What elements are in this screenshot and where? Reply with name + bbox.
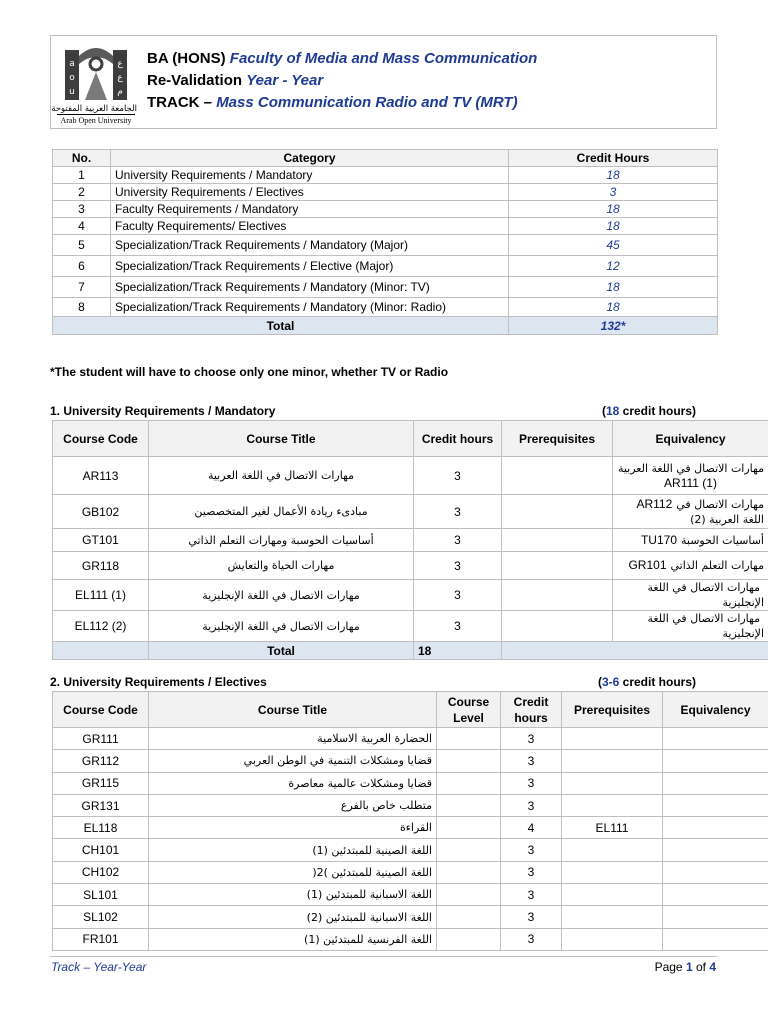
prerequisites-cell: [502, 580, 613, 611]
row-number: 7: [53, 277, 111, 298]
logo-letter-o: o: [69, 73, 75, 83]
credit-hours-cell: 18: [509, 277, 718, 298]
total-row: [53, 317, 718, 335]
table-row: [53, 218, 718, 235]
table-row: [53, 167, 718, 184]
credit-hours-cell: 3: [414, 611, 502, 642]
course-code-cell: FR101: [53, 928, 149, 950]
credit-hours-cell: 3: [501, 772, 562, 794]
prerequisites-cell: [562, 906, 663, 928]
total-value: 18: [414, 642, 502, 660]
equivalency-cell: [663, 884, 768, 906]
table-header-row: [53, 692, 768, 728]
credit-hours-cell: 3: [509, 184, 718, 201]
prerequisites-cell: [562, 884, 663, 906]
course-title-cell: اللغة الفرنسية للمبتدئين (1): [149, 928, 437, 950]
credit-hours-cell: 18: [509, 298, 718, 317]
category-cell: University Requirements / Electives: [111, 184, 509, 201]
table-row: [53, 861, 768, 883]
row-number: 8: [53, 298, 111, 317]
equivalency-cell: [663, 906, 768, 928]
logo-english-name: Arab Open University: [60, 116, 132, 125]
equivalency-cell: [613, 552, 768, 580]
prerequisites-cell: [562, 839, 663, 861]
course-code-cell: EL118: [53, 817, 149, 839]
course-code-cell: GR131: [53, 794, 149, 816]
credit-hours-cell: 3: [414, 580, 502, 611]
section-title-university-electives: 2. University Requirements / Electives: [50, 675, 267, 689]
course-level-cell: [437, 772, 501, 794]
prerequisites-cell: [562, 928, 663, 950]
equivalency-arabic: مهارات التعلم الذاتي: [670, 559, 764, 572]
equivalency-cell: [613, 529, 768, 552]
equivalency-cell: [613, 457, 768, 495]
column-header-credit-hours: Credit hours: [501, 692, 562, 728]
category-cell: Specialization/Track Requirements / Mandatory (Major): [111, 235, 509, 256]
table-row: [53, 728, 768, 750]
university-logo: [51, 46, 137, 125]
credit-hours-cell: 4: [501, 817, 562, 839]
row-number: 5: [53, 235, 111, 256]
total-label: Total: [53, 317, 509, 335]
course-title-cell: مهارات الحياة والتعايش: [149, 552, 414, 580]
table-row: [53, 928, 768, 950]
credit-hours-cell: 12: [509, 256, 718, 277]
credit-hours-cell: 3: [501, 861, 562, 883]
table-row: [53, 906, 768, 928]
credit-hours-cell: 3: [501, 794, 562, 816]
equivalency-cell: [613, 495, 768, 529]
credit-hours-cell: 3: [414, 529, 502, 552]
table-row: [53, 772, 768, 794]
course-level-cell: [437, 839, 501, 861]
column-header-credit-hours: Credit Hours: [509, 150, 718, 167]
prerequisites-cell: [562, 861, 663, 883]
equivalency-cell: [613, 580, 768, 611]
equivalency-cell: [663, 861, 768, 883]
course-title-cell: مهارات الاتصال في اللغة الإنجليزية: [149, 611, 414, 642]
section-hours-university-mandatory: (18 credit hours): [601, 404, 696, 418]
column-header-equivalency: Equivalency: [613, 421, 768, 457]
column-header-category: Category: [111, 150, 509, 167]
equivalency-arabic: مهارات الاتصال في اللغة الإنجليزية: [647, 612, 764, 640]
prerequisites-cell: [562, 750, 663, 772]
footer-track-label: Track – Year-Year: [51, 960, 147, 974]
table-row: [53, 457, 768, 495]
column-header-course-title: Course Title: [149, 421, 414, 457]
table-row: [53, 298, 718, 317]
minor-choice-note: *The student will have to choose only one minor, whether TV or Radio: [50, 365, 449, 379]
table-header-row: [53, 150, 718, 167]
equivalency-arabic: مهارات الاتصال في اللغة الإنجليزية: [647, 581, 764, 609]
credit-hours-cell: 3: [501, 728, 562, 750]
course-level-cell: [437, 750, 501, 772]
course-level-cell: [437, 728, 501, 750]
course-title-cell: أساسيات الحوسبة ومهارات التعلم الذاتي: [149, 529, 414, 552]
equivalency-code: TU170: [640, 532, 677, 547]
column-header-course-title: Course Title: [149, 692, 437, 728]
total-spacer: [53, 642, 149, 660]
course-code-cell: EL112 (2): [53, 611, 149, 642]
title-line-program: BA (HONS) Faculty of Media and Mass Communication: [147, 50, 538, 67]
table-row: [53, 201, 718, 218]
course-code-cell: CH101: [53, 839, 149, 861]
credit-hours-cell: 3: [414, 552, 502, 580]
total-value: 132*: [509, 317, 718, 335]
total-label: Total: [149, 642, 414, 660]
prerequisites-cell: [502, 529, 613, 552]
category-cell: Specialization/Track Requirements / Mandatory (Minor: Radio): [111, 298, 509, 317]
course-code-cell: SL102: [53, 906, 149, 928]
credit-hours-cell: 3: [501, 906, 562, 928]
logo-divider: [57, 114, 135, 115]
table-row: [53, 235, 718, 256]
course-code-cell: SL101: [53, 884, 149, 906]
category-cell: Faculty Requirements/ Electives: [111, 218, 509, 235]
row-number: 4: [53, 218, 111, 235]
column-header-prerequisites: Prerequisites: [502, 421, 613, 457]
table-row: [53, 277, 718, 298]
course-title-cell: مهارات الاتصال في اللغة العربية: [149, 457, 414, 495]
column-header-course-code: Course Code: [53, 692, 149, 728]
category-cell: Specialization/Track Requirements / Elective (Major): [111, 256, 509, 277]
table-row: [53, 552, 768, 580]
logo-letter-ar1: ع: [117, 59, 123, 69]
course-code-cell: GR115: [53, 772, 149, 794]
logo-letter-ar2: ع: [117, 73, 123, 83]
page-number: Page 1 of 4: [654, 960, 716, 974]
credit-hours-cell: 3: [501, 839, 562, 861]
total-spacer: [502, 642, 768, 660]
title-line-revalidation: Re-Validation Year - Year: [147, 72, 324, 89]
course-level-cell: [437, 906, 501, 928]
credit-hours-cell: 3: [414, 495, 502, 529]
course-level-cell: [437, 884, 501, 906]
prerequisites-cell: [562, 772, 663, 794]
column-header-course-code: Course Code: [53, 421, 149, 457]
credit-hours-cell: 45: [509, 235, 718, 256]
document-title-block: [147, 48, 537, 114]
course-code-cell: GR118: [53, 552, 149, 580]
course-title-cell: مبادىء ريادة الأعمال لغير المتخصصين: [149, 495, 414, 529]
equivalency-cell: [663, 839, 768, 861]
equivalency-cell: [613, 611, 768, 642]
equivalency-cell: [663, 928, 768, 950]
row-number: 2: [53, 184, 111, 201]
prerequisites-cell: [502, 457, 613, 495]
logo-emblem-icon: [65, 46, 127, 102]
course-level-cell: [437, 928, 501, 950]
prerequisites-cell: [502, 552, 613, 580]
equivalency-code: GR101: [628, 558, 667, 572]
equivalency-arabic: مهارات الاتصال في اللغة العربية: [617, 461, 764, 475]
prerequisites-cell: [562, 794, 663, 816]
course-title-cell: قضايا ومشكلات التنمية في الوطن العربي: [149, 750, 437, 772]
equivalency-arabic: مهارات الاتصال في اللغة العربية (2): [676, 497, 764, 526]
course-code-cell: CH102: [53, 861, 149, 883]
course-title-cell: اللغة الصينية للمبتدئين )2(: [149, 861, 437, 883]
course-title-cell: اللغة الاسبانية للمبتدئين (2): [149, 906, 437, 928]
column-header-prerequisites: Prerequisites: [562, 692, 663, 728]
course-level-cell: [437, 861, 501, 883]
prerequisites-cell: [502, 495, 613, 529]
prerequisites-cell: [502, 611, 613, 642]
credit-hours-cell: 3: [501, 750, 562, 772]
credit-hours-cell: 18: [509, 201, 718, 218]
table-row: [53, 495, 768, 529]
table-row: [53, 256, 718, 277]
equivalency-code: AR112: [636, 496, 673, 511]
category-cell: Faculty Requirements / Mandatory: [111, 201, 509, 218]
table-row: [53, 750, 768, 772]
course-title-cell: متطلب خاص بالفرع: [149, 794, 437, 816]
course-code-cell: GR112: [53, 750, 149, 772]
document-header: [50, 35, 717, 129]
section-hours-university-electives: (3-6 credit hours): [597, 675, 696, 689]
equivalency-cell: [663, 817, 768, 839]
column-header-course-level: Course Level: [437, 692, 501, 728]
column-header-credit-hours: Credit hours: [414, 421, 502, 457]
university-mandatory-table: [52, 420, 768, 660]
logo-letter-ar3: م: [117, 87, 123, 97]
credit-summary-table: [52, 149, 718, 335]
course-code-cell: AR113: [53, 457, 149, 495]
credit-hours-cell: 3: [414, 457, 502, 495]
column-header-no: No.: [53, 150, 111, 167]
course-title-cell: الحضارة العربية الاسلامية: [149, 728, 437, 750]
prerequisites-cell: [562, 728, 663, 750]
table-row: [53, 580, 768, 611]
equivalency-code: AR111 (1): [664, 475, 717, 490]
course-title-cell: اللغة الصينية للمبتدئين (1): [149, 839, 437, 861]
category-cell: Specialization/Track Requirements / Mandatory (Minor: TV): [111, 277, 509, 298]
course-title-cell: اللغة الاسبانية للمبتدئين (1): [149, 884, 437, 906]
course-code-cell: GR111: [53, 728, 149, 750]
course-code-cell: GB102: [53, 495, 149, 529]
table-row: [53, 529, 768, 552]
table-row: [53, 817, 768, 839]
university-electives-table: [52, 691, 768, 951]
row-number: 6: [53, 256, 111, 277]
equivalency-arabic: أساسيات الحوسبة: [681, 533, 764, 547]
table-header-row: [53, 421, 768, 457]
credit-hours-cell: 18: [509, 167, 718, 184]
table-row: [53, 794, 768, 816]
table-row: [53, 184, 718, 201]
equivalency-cell: [663, 772, 768, 794]
course-title-cell: قضايا ومشكلات عالمية معاصرة: [149, 772, 437, 794]
table-row: [53, 611, 768, 642]
equivalency-cell: [663, 728, 768, 750]
column-header-equivalency: Equivalency: [663, 692, 768, 728]
logo-letter-u: u: [69, 87, 75, 97]
equivalency-cell: [663, 750, 768, 772]
table-row: [53, 884, 768, 906]
row-number: 1: [53, 167, 111, 184]
total-row: [53, 642, 768, 660]
prerequisites-cell: EL111: [562, 817, 663, 839]
course-code-cell: EL111 (1): [53, 580, 149, 611]
course-title-cell: مهارات الاتصال في اللغة الإنجليزية: [149, 580, 414, 611]
table-row: [53, 839, 768, 861]
equivalency-cell: [663, 794, 768, 816]
course-level-cell: [437, 794, 501, 816]
title-line-track: TRACK – Mass Communication Radio and TV (MRT): [147, 94, 518, 111]
logo-letter-a: a: [69, 59, 75, 69]
logo-arabic-name: الجامعة العربية المفتوحة: [51, 104, 137, 114]
footer-divider: [50, 956, 717, 957]
course-code-cell: GT101: [53, 529, 149, 552]
category-cell: University Requirements / Mandatory: [111, 167, 509, 184]
course-title-cell: القراءة: [149, 817, 437, 839]
course-level-cell: [437, 817, 501, 839]
credit-hours-cell: 3: [501, 884, 562, 906]
section-title-university-mandatory: 1. University Requirements / Mandatory: [50, 404, 276, 418]
credit-hours-cell: 3: [501, 928, 562, 950]
row-number: 3: [53, 201, 111, 218]
credit-hours-cell: 18: [509, 218, 718, 235]
